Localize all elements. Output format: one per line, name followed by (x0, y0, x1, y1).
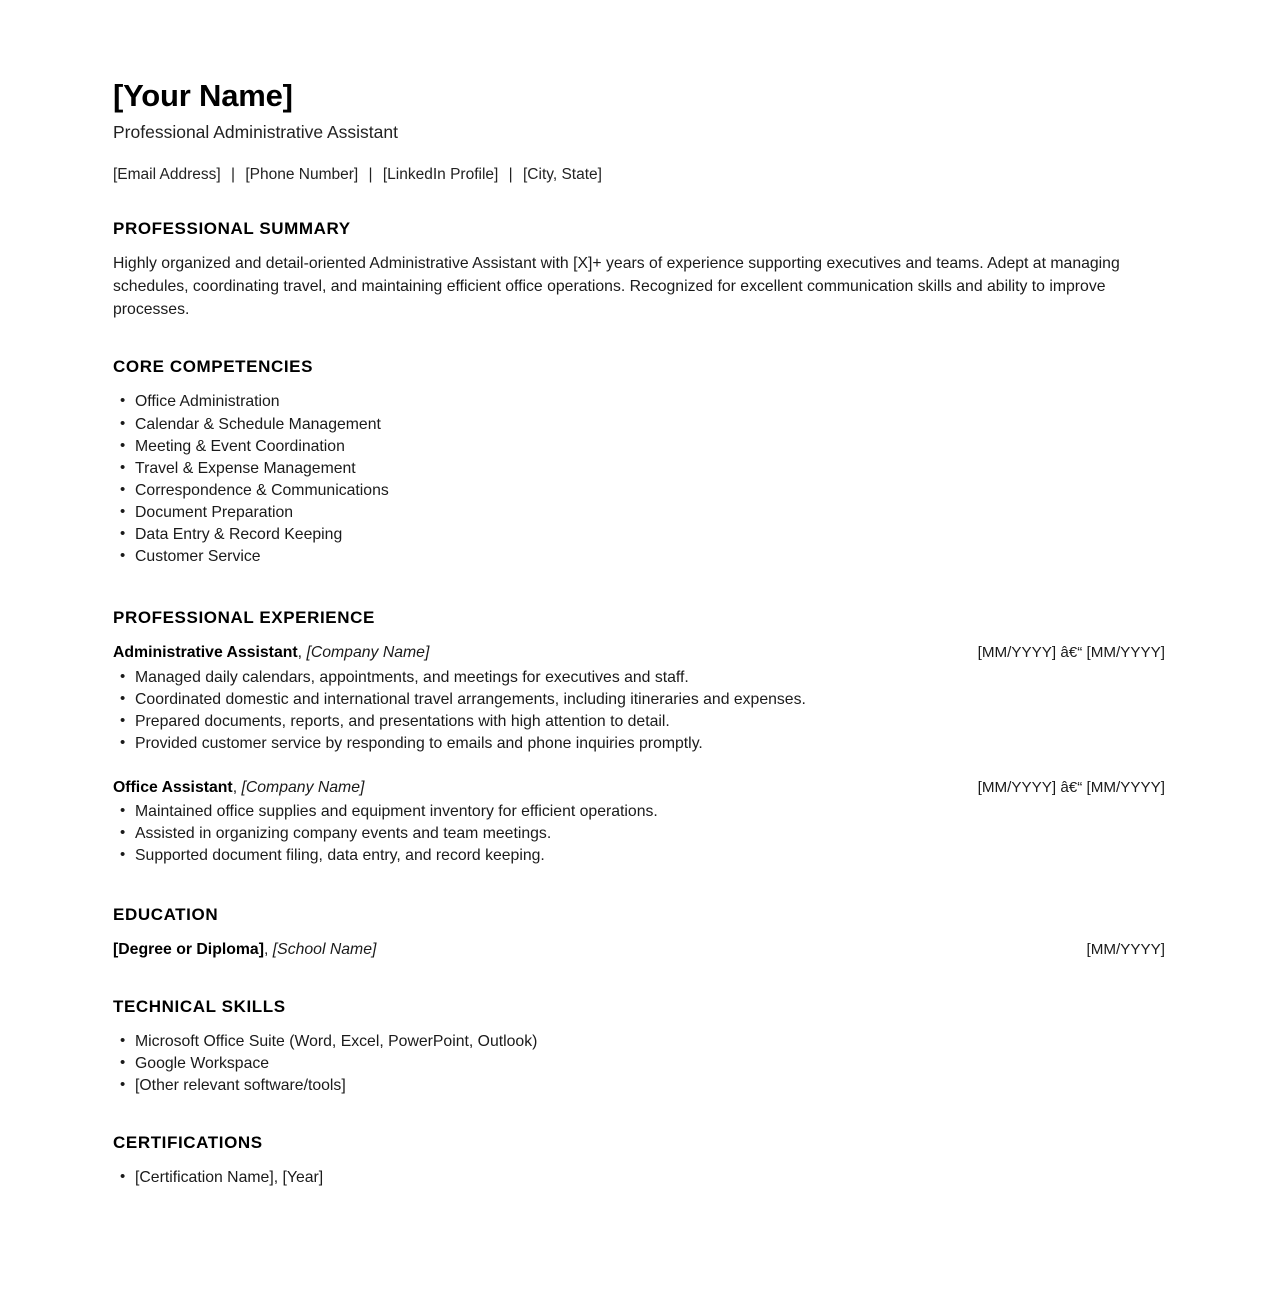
company-name: [Company Name] (241, 778, 365, 796)
school-name: [School Name] (272, 941, 377, 959)
job-title: Office Assistant (113, 778, 233, 796)
list-item: • Prepared documents, reports, and presentations with high attention to detail. (113, 711, 1165, 733)
list-item: • Travel & Expense Management (113, 458, 1165, 480)
contact-email: [Email Address] (113, 165, 221, 183)
contact-phone: [Phone Number] (245, 165, 359, 183)
experience-entry-header (113, 642, 1165, 664)
list-item: • Data Entry & Record Keeping (113, 524, 1165, 546)
section-title-education: EDUCATION (113, 905, 219, 925)
list-item: • Google Workspace (113, 1053, 1165, 1075)
list-item: • Correspondence & Communications (113, 480, 1165, 502)
list-item: • Microsoft Office Suite (Word, Excel, PowerPoint, Outlook) (113, 1031, 1165, 1053)
list-item: • Document Preparation (113, 502, 1165, 524)
list-item: • Maintained office supplies and equipment inventory for efficient operations. (113, 801, 1165, 823)
job-separator: , (297, 644, 303, 662)
section-core-competencies (113, 357, 1165, 568)
employment-dates: [MM/YYYY] â€“ [MM/YYYY] (977, 778, 1165, 796)
list-item: • Customer Service (113, 546, 1165, 568)
section-title-summary: PROFESSIONAL SUMMARY (113, 218, 351, 238)
section-technical-skills (113, 997, 1165, 1097)
competencies-list (113, 391, 1165, 568)
list-item: • Calendar & Schedule Management (113, 414, 1165, 436)
list-item: • Meeting & Event Coordination (113, 436, 1165, 458)
experience-bullets (113, 801, 1165, 867)
candidate-name: [Your Name] (113, 78, 293, 113)
contact-linkedin: [LinkedIn Profile] (382, 165, 499, 183)
experience-bullets (113, 667, 1165, 755)
list-item: • [Certification Name], [Year] (113, 1167, 1165, 1189)
section-professional-experience (113, 608, 1165, 867)
degree-name: [Degree or Diploma] (113, 941, 264, 959)
section-title-competencies: CORE COMPETENCIES (113, 357, 314, 377)
section-title-certifications: CERTIFICATIONS (113, 1132, 263, 1152)
experience-entry (113, 642, 1165, 755)
list-item: • [Other relevant software/tools] (113, 1075, 1165, 1097)
section-title-experience: PROFESSIONAL EXPERIENCE (113, 608, 375, 628)
experience-entry-header (113, 777, 1165, 799)
section-education (113, 905, 1165, 961)
job-title: Administrative Assistant (113, 644, 298, 662)
contact-line (113, 165, 1165, 185)
summary-paragraph: Highly organized and detail-oriented Administrative Assistant with [X]+ years of experience supporting executives and teams. Adept at managing schedules, coordinating travel, and maintaining efficient office operations. Recognized for excellent communication skills and ability to improve processes. (113, 254, 1120, 318)
graduation-date: [MM/YYYY] (1086, 941, 1165, 959)
contact-separator: | (508, 165, 513, 183)
list-item: • Supported document filing, data entry, and record keeping. (113, 845, 1165, 867)
list-item: • Office Administration (113, 391, 1165, 413)
education-entry (113, 939, 1165, 961)
education-entry-title-line (113, 939, 376, 960)
experience-entry (113, 777, 1165, 867)
contact-separator: | (231, 165, 236, 183)
candidate-tagline: Professional Administrative Assistant (113, 121, 398, 142)
contact-separator: | (368, 165, 373, 183)
certifications-list (113, 1167, 1165, 1189)
employment-dates: [MM/YYYY] â€“ [MM/YYYY] (977, 644, 1165, 662)
education-separator: , (263, 941, 269, 959)
resume-header (113, 78, 1165, 185)
section-title-technical-skills: TECHNICAL SKILLS (113, 996, 286, 1016)
list-item: • Assisted in organizing company events and team meetings. (113, 823, 1165, 845)
resume-content (113, 78, 1165, 1188)
list-item: • Coordinated domestic and international travel arrangements, including itineraries and expenses. (113, 689, 1165, 711)
list-item: • Provided customer service by responding to emails and phone inquiries promptly. (113, 733, 1165, 755)
contact-location: [City, State] (523, 165, 602, 183)
experience-entry-title-line (113, 777, 364, 798)
job-separator: , (232, 778, 238, 796)
company-name: [Company Name] (306, 644, 430, 662)
section-certifications (113, 1133, 1165, 1189)
education-entry-header (113, 939, 1165, 961)
technical-skills-list (113, 1031, 1165, 1097)
section-professional-summary (113, 219, 1165, 322)
list-item: • Managed daily calendars, appointments, and meetings for executives and staff. (113, 667, 1165, 689)
experience-entry-title-line (113, 642, 429, 663)
